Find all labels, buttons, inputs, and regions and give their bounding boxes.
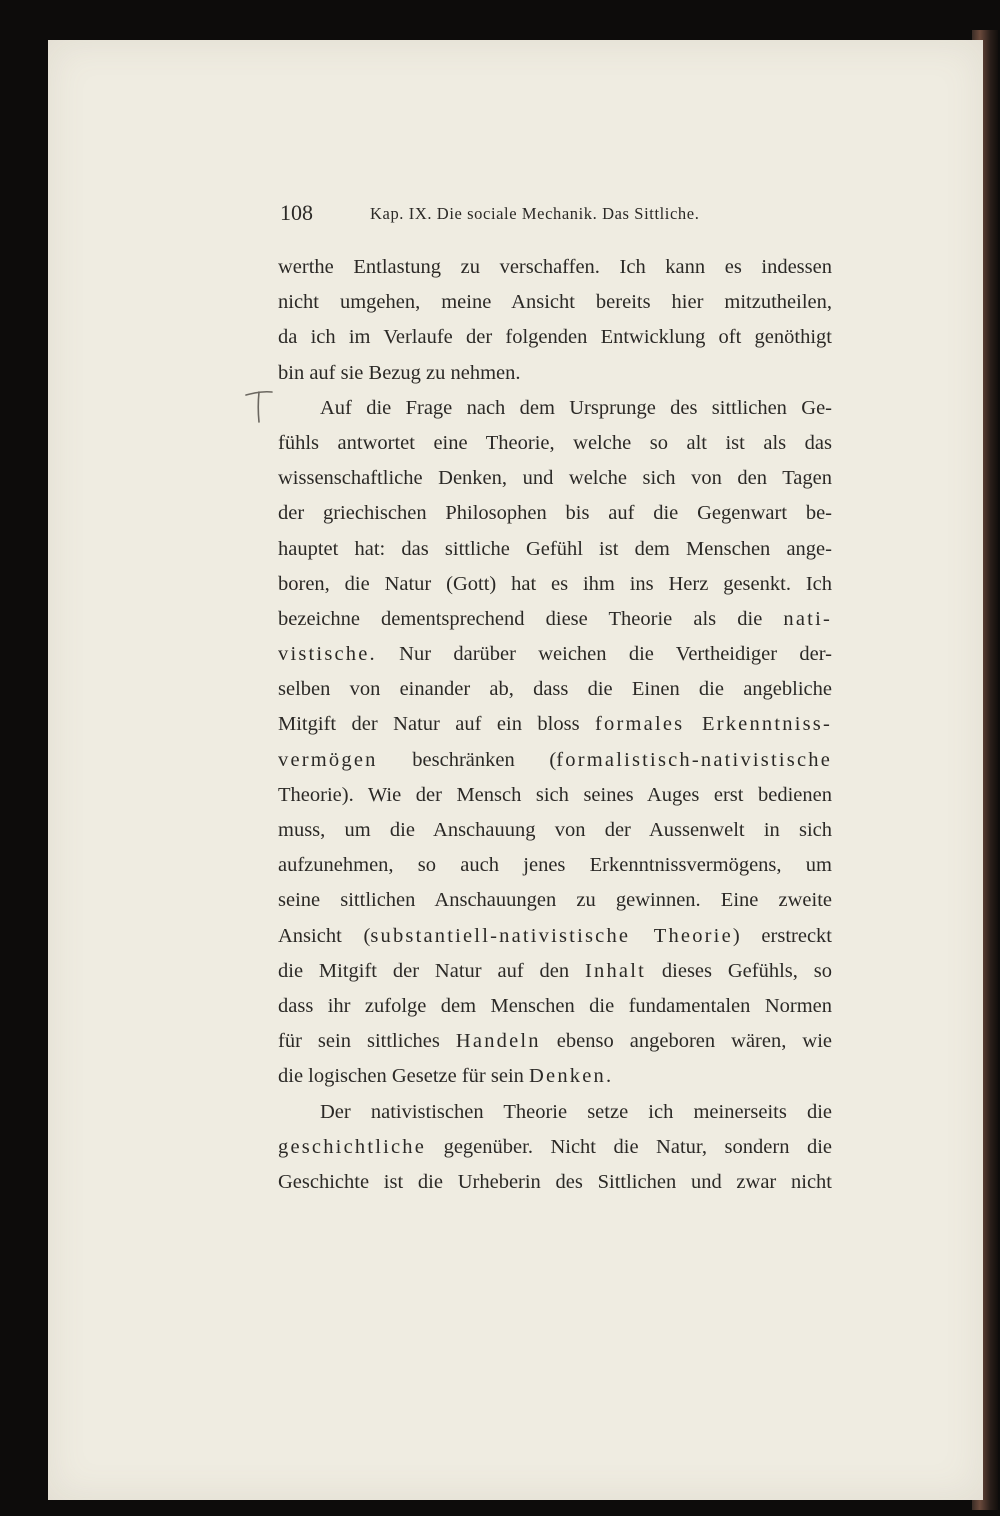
text-run: seine sittlichen Anschauungen zu gewinnen. Eine zweite — [278, 889, 832, 912]
spaced-emphasis: substantiell-nativistische Theorie — [370, 924, 733, 947]
text-line — [278, 707, 832, 742]
text-run: muss, um die Anschauung von der Aussenwelt in sich — [278, 819, 832, 841]
text-line — [278, 637, 832, 672]
text-line — [278, 989, 832, 1024]
text-run: ebenso angeboren wären, wie — [540, 1030, 832, 1053]
text-run: hauptet hat: das sittliche Gefühl ist dem Menschen ange- — [278, 537, 832, 560]
text-line — [278, 743, 832, 778]
text-line — [278, 391, 832, 426]
text-run: werthe Entlastung zu verschaffen. Ich kann es indessen — [278, 256, 832, 278]
text-line — [278, 532, 832, 567]
text-run: aufzunehmen, so auch jenes Erkenntnissvermögens, um — [278, 854, 832, 877]
text-run: bin auf sie Bezug zu nehmen. — [278, 361, 521, 384]
text-run: . — [606, 1065, 612, 1088]
text-run: wissenschaftliche Denken, und welche sich von den Tagen — [278, 467, 832, 490]
text-line — [278, 813, 832, 848]
text-line — [278, 356, 832, 391]
page-header — [280, 200, 830, 230]
text-run: selben von einander ab, dass die Einen die angebliche — [278, 678, 832, 701]
text-run: die logischen Gesetze für sein — [278, 1065, 530, 1088]
page-number: 108 — [280, 200, 313, 225]
text-run: Der nativistischen Theorie setze ich meinerseits die — [320, 1100, 832, 1123]
text-run: Auf die Frage nach dem Ursprunge des sittlichen Ge- — [320, 396, 832, 419]
text-run: dass ihr zufolge dem Menschen die fundamentalen Normen — [278, 994, 832, 1017]
text-run: bezeichne dementsprechend diese Theorie als die — [278, 607, 784, 630]
text-line — [278, 954, 832, 989]
text-run: gegenüber. Nicht die Natur, sondern die — [426, 1135, 832, 1158]
text-line — [278, 496, 832, 531]
text-run: fühls antwortet eine Theorie, welche so alt ist als das — [278, 431, 832, 454]
text-line — [278, 1165, 832, 1200]
text-line — [278, 672, 832, 707]
text-run: boren, die Natur (Gott) hat es ihm ins Herz gesenkt. Ich — [278, 572, 832, 595]
text-run: Theorie). Wie der Mensch sich seines Auges erst bedienen — [278, 783, 832, 806]
text-run: die Mitgift der Natur auf den — [278, 959, 585, 982]
spaced-emphasis: formalistisch-nativistische — [556, 748, 832, 771]
text-line — [278, 1024, 832, 1059]
text-run: für sein sittliches — [278, 1030, 456, 1053]
text-run: da ich im Verlaufe der folgenden Entwicklung oft genöthigt — [278, 326, 832, 349]
spaced-emphasis: Denken — [529, 1065, 606, 1088]
text-run: beschränken ( — [377, 748, 557, 771]
text-line — [278, 461, 832, 496]
text-line — [278, 250, 832, 285]
spaced-emphasis: Inhalt — [585, 959, 647, 982]
text-run: Mitgift der Natur auf ein bloss — [278, 713, 596, 736]
spaced-emphasis: nati- — [783, 607, 832, 630]
text-line — [278, 1059, 832, 1094]
text-line — [278, 778, 832, 813]
text-run: Geschichte ist die Urheberin des Sittlichen und zwar nicht — [278, 1170, 832, 1193]
text-line — [278, 320, 832, 355]
spaced-emphasis: vermögen — [278, 748, 378, 771]
spaced-emphasis: formales Erkenntniss- — [595, 713, 833, 736]
text-line — [278, 883, 832, 918]
text-run: dieses Gefühls, so — [646, 959, 833, 982]
spaced-emphasis: vistische. — [278, 643, 377, 666]
text-run: nicht umgehen, meine Ansicht bereits hier mitzutheilen, — [278, 291, 832, 314]
text-line — [278, 602, 832, 637]
running-head: Kap. IX. Die sociale Mechanik. Das Sittliche. — [370, 204, 700, 223]
text-run: ) erstreckt — [732, 924, 832, 947]
spaced-emphasis: Handeln — [455, 1030, 541, 1053]
text-run: Nur darüber weichen die Vertheidiger der- — [376, 643, 832, 666]
spaced-emphasis: geschichtliche — [278, 1135, 427, 1158]
text-line — [278, 426, 832, 461]
text-line — [278, 567, 832, 602]
text-run: Ansicht ( — [278, 924, 371, 947]
text-line — [278, 848, 832, 883]
text-line — [278, 285, 832, 320]
body-text — [278, 250, 832, 1200]
text-line — [278, 1130, 832, 1165]
margin-pencil-mark — [244, 388, 274, 424]
text-run: der griechischen Philosophen bis auf die Gegenwart be- — [278, 502, 832, 525]
text-line — [278, 919, 832, 954]
text-line — [278, 1095, 832, 1130]
